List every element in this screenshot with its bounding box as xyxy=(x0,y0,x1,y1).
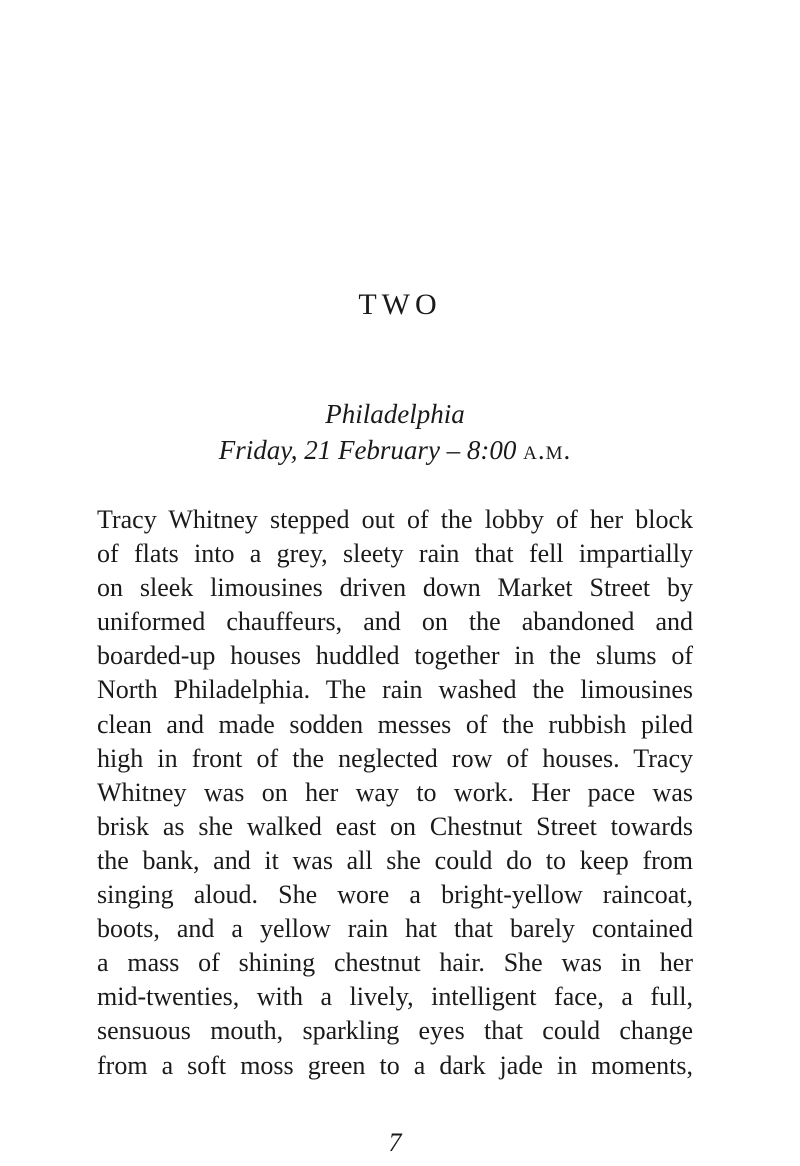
page-number: 7 xyxy=(388,1128,402,1157)
body-line: clean and made sodden messes of the rubbish piled xyxy=(97,709,693,739)
body-line: from a soft moss green to a dark jade in moments, xyxy=(97,1050,693,1080)
dateline-date: Friday, 21 February – 8:00 xyxy=(218,435,517,465)
dateline xyxy=(0,396,790,468)
body-line: boots, and a yellow rain hat that barely contained xyxy=(97,914,693,944)
body-line: Tracy Whitney stepped out of the lobby of her block xyxy=(97,505,693,534)
dateline-date-time xyxy=(0,432,790,468)
body-line: brisk as she walked east on Chestnut Street towards xyxy=(97,811,693,841)
body-line: a mass of shining chestnut hair. She was in her xyxy=(97,948,693,978)
body-line: North Philadelphia. The rain washed the limousines xyxy=(97,675,693,705)
body-line: mid-twenties, with a lively, intelligent face, a full, xyxy=(97,982,693,1012)
body-line: singing aloud. She wore a bright-yellow raincoat, xyxy=(97,880,693,910)
body-line: uniformed chauffeurs, and on the abandoned and xyxy=(97,607,693,637)
body-line: on sleek limousines driven down Market Street by xyxy=(97,573,693,603)
dateline-place: Philadelphia xyxy=(325,399,465,429)
body-line: of flats into a grey, sleety rain that fell impartially xyxy=(97,539,693,569)
chapter-title: TWO xyxy=(358,288,442,321)
body-paragraph xyxy=(97,503,693,1083)
body-line: the bank, and it was all she could do to keep from xyxy=(97,845,693,875)
body-line: high in front of the neglected row of houses. Tracy xyxy=(97,743,693,773)
dateline-meridiem: a.m. xyxy=(523,435,572,465)
body-line: Whitney was on her way to work. Her pace was xyxy=(97,777,693,807)
body-line: sensuous mouth, sparkling eyes that could change xyxy=(97,1016,693,1046)
body-line: boarded-up houses huddled together in the slums of xyxy=(97,641,693,671)
